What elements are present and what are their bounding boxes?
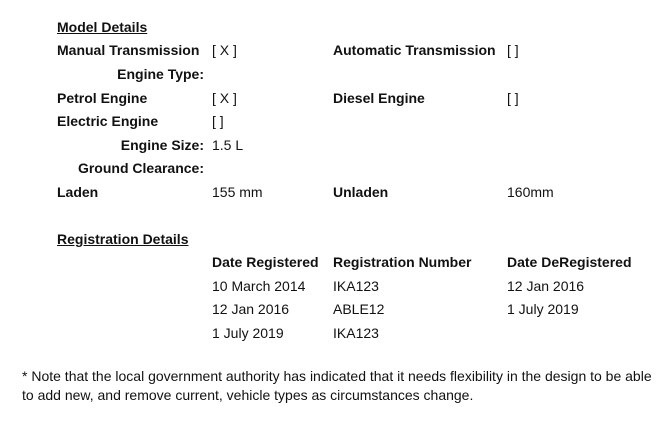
table-cell: 1 July 2019 [212,325,284,341]
table-cell: ABLE12 [333,301,385,317]
diesel-engine-label: Diesel Engine [333,90,425,106]
laden-label: Laden [57,184,99,200]
table-cell: IKA123 [333,325,379,341]
table-cell: 12 Jan 2016 [507,278,585,294]
petrol-engine-value: [ X ] [212,90,237,106]
ground-clearance-label: Ground Clearance: [77,160,204,176]
manual-transmission-label: Manual Transmission [57,42,200,58]
unladen-value: 160mm [507,184,554,200]
automatic-transmission-label: Automatic Transmission [333,42,496,58]
table-cell: IKA123 [333,278,379,294]
column-header-registration-number: Registration Number [333,254,472,270]
laden-value: 155 mm [212,184,263,200]
table-cell: 12 Jan 2016 [212,301,290,317]
table-cell: 1 July 2019 [507,301,579,317]
unladen-label: Unladen [333,184,389,200]
manual-transmission-value: [ X ] [212,42,237,58]
table-cell: 10 March 2014 [212,278,306,294]
registration-details-heading: Registration Details [57,231,189,247]
automatic-transmission-value: [ ] [507,42,519,58]
petrol-engine-label: Petrol Engine [57,90,148,106]
engine-type-label: Engine Type: [117,66,204,82]
diesel-engine-value: [ ] [507,90,519,106]
column-header-date-registered: Date Registered [212,254,319,270]
column-header-date-deregistered: Date DeRegistered [507,254,632,270]
engine-size-label: Engine Size: [120,137,204,153]
model-details-heading: Model Details [57,19,148,35]
footnote: * Note that the local government authority has indicated that it needs flexibility in the design to be able to add new, and remove current, vehicle types as circumstances change. [22,368,652,403]
engine-size-value: 1.5 L [212,137,244,153]
electric-engine-label: Electric Engine [57,113,159,129]
electric-engine-value: [ ] [212,113,224,129]
